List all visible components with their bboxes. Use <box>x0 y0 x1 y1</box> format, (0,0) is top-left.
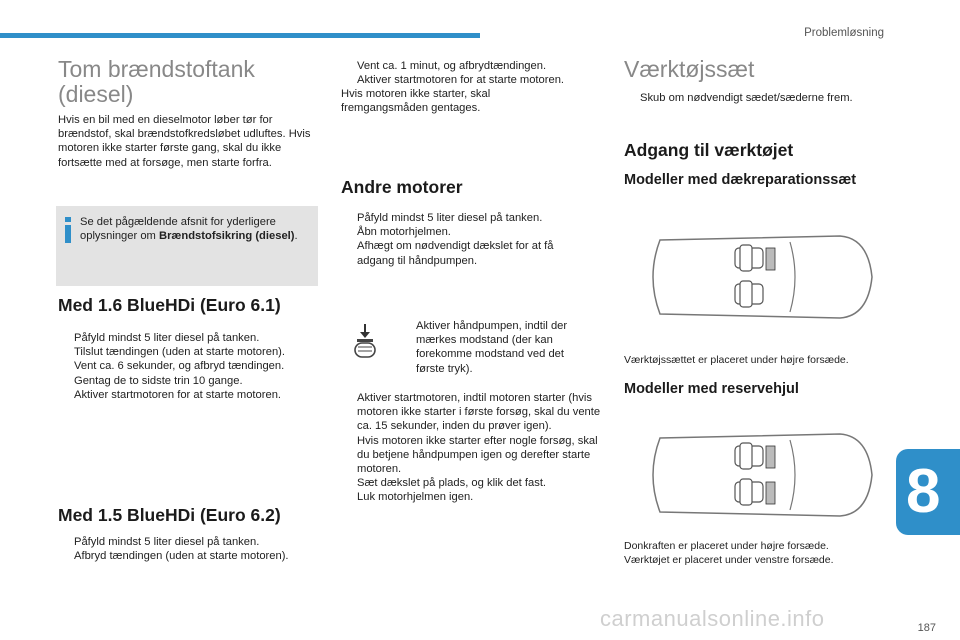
pump-list <box>400 319 595 376</box>
page-number: 187 <box>917 622 936 634</box>
info-link-bold: Brændstofsikring (diesel) <box>158 230 295 243</box>
list-item: Påfyld mindst 5 liter diesel på tanken. <box>74 332 260 344</box>
page-title: Tom brændstoftank (diesel) <box>58 56 255 107</box>
other-engines-title: Andre motorer <box>341 177 463 197</box>
info-icon <box>65 217 71 243</box>
list-item: Aktiver startmotoren, indtil motoren starter (hvis motoren ikke starter i første forsøg, skal du vente ca. 15 sekunder, inden du prøver igen). <box>357 392 601 433</box>
chapter-tab: 8 <box>896 449 960 535</box>
section2-list <box>58 535 320 563</box>
top-list <box>341 59 603 87</box>
caption-jack: Donkraften er placeret under højre forsæde. <box>624 540 829 552</box>
section1-title: Med 1.6 BlueHDi (Euro 6.1) <box>58 295 281 315</box>
list-item: Åbn motorhjelmen. <box>357 226 451 239</box>
other-engines-list <box>341 211 586 268</box>
list-item: Vent ca. 1 minut, og afbrydtændingen. <box>357 60 547 72</box>
repeat-text: Hvis motoren ikke starter, skal fremgangsmåden gentages. <box>341 88 491 115</box>
toolkit-title: Værktøjssæt <box>624 56 755 82</box>
caption-tools: Værktøjet er placeret under venstre forsæde. <box>624 554 834 566</box>
list-item: Skub om nødvendigt sædet/sæderne frem. <box>640 92 853 104</box>
subtitle-repair-kit: Modeller med dækreparationssæt <box>624 172 857 188</box>
section-header: Problemløsning <box>804 27 884 39</box>
toolkit-list <box>624 91 894 105</box>
list-item: Afbryd tændingen (uden at starte motoren). <box>74 550 289 563</box>
list-item: Sæt dækslet på plads, og klik det fast. <box>357 477 547 490</box>
list-item: Luk motorhjelmen igen. <box>357 491 474 504</box>
info-text: Se det pågældende afsnit for yderligere oplysninger om Brændstofsikring (diesel). <box>80 216 298 243</box>
list-item: Gentag de to sidste trin 10 gange. <box>74 374 243 387</box>
top-accent-bar <box>0 33 480 38</box>
list-item: Vent ca. 6 sekunder, og afbryd tændingen. <box>74 360 285 373</box>
list-item: Tilslut tændingen (uden at starte motoren). <box>74 346 286 359</box>
section2-title: Med 1.5 BlueHDi (Euro 6.2) <box>58 505 281 525</box>
list-item: Aktiver startmotoren for at starte motoren. <box>357 74 565 87</box>
list-item: Aktiver startmotoren for at starte motoren. <box>74 388 282 401</box>
info-box <box>56 206 318 286</box>
list-item: Afhægt om nødvendigt dækslet for at få adgang til håndpumpen. <box>357 240 554 267</box>
caption-repair-kit: Værktøjssættet er placeret under højre forsæde. <box>624 354 849 366</box>
list-item: Påfyld mindst 5 liter diesel på tanken. <box>74 536 260 548</box>
list-item: Hvis motoren ikke starter efter nogle forsøg, skal du betjene håndpumpen igen og derefter starte motoren. <box>357 434 598 476</box>
section1-list <box>58 331 318 402</box>
car-diagram-repair-kit <box>640 222 880 332</box>
list-item: Aktiver håndpumpen, indtil der mærkes modstand (der kan forekomme modstand ved det første tryk). <box>416 320 568 375</box>
list-item: Påfyld mindst 5 liter diesel på tanken. <box>357 212 543 224</box>
watermark: carmanualsonline.info <box>600 606 825 631</box>
subtitle-spare-wheel: Modeller med reservehjul <box>624 381 799 397</box>
start-list <box>341 391 603 505</box>
intro-text: Hvis en bil med en dieselmotor løber tør for brændstof, skal brændstofkredsløbet udluftes. Hvis motoren ikke starter første gang, skal du ikke fortsætte med at forsøge, men starte forfra. <box>58 114 311 169</box>
hand-pump-icon <box>352 323 378 361</box>
access-title: Adgang til værktøjet <box>624 140 794 160</box>
car-diagram-spare-wheel <box>640 420 880 530</box>
